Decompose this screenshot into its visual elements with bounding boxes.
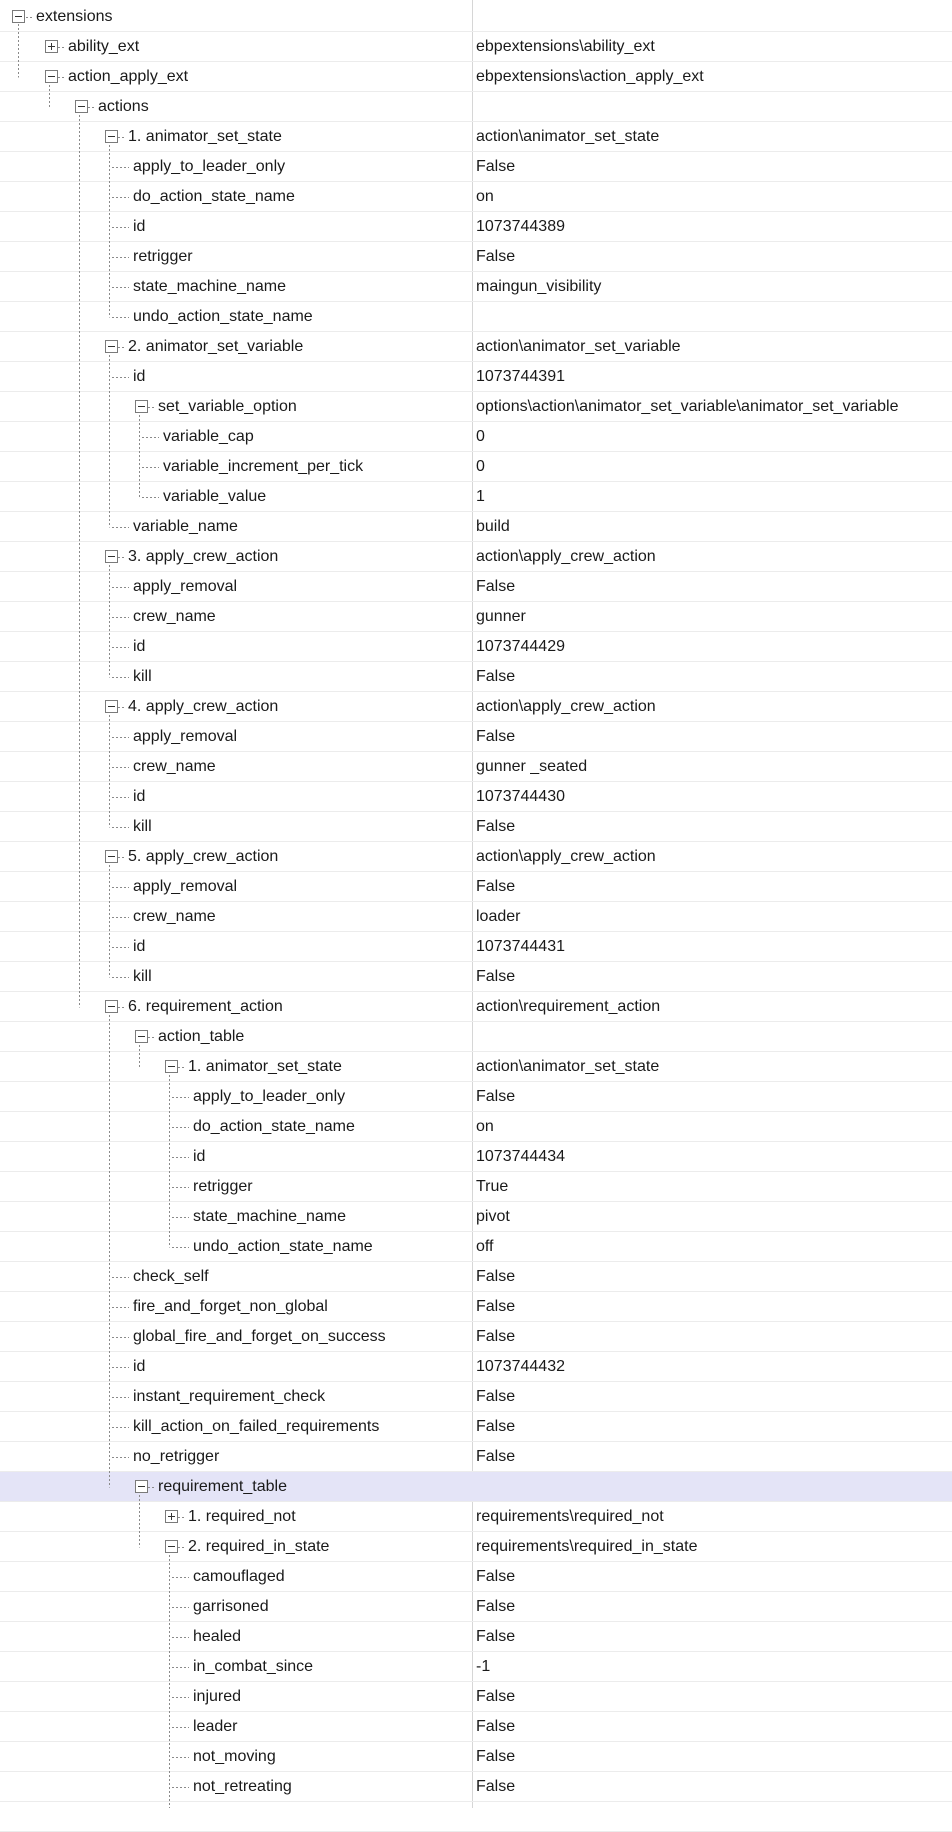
tree-row[interactable]: [0, 1682, 952, 1712]
tree-node-label: 1. animator_set_state: [188, 1058, 342, 1075]
tree-row[interactable]: [0, 332, 952, 362]
tree-node-value: False: [476, 1268, 516, 1285]
tree-node-value: off: [476, 1238, 494, 1255]
expand-icon[interactable]: [165, 1510, 178, 1523]
tree-node-label: id: [133, 788, 146, 805]
tree-node-label: 2. required_in_state: [188, 1538, 330, 1555]
tree-node-label: kill: [133, 668, 152, 685]
tree-node-label: retrigger: [133, 248, 193, 265]
tree-row[interactable]: [0, 1262, 952, 1292]
tree-node-label: in_combat_since: [193, 1658, 314, 1675]
tree-row[interactable]: [0, 1292, 952, 1322]
tree-node-label: apply_to_leader_only: [193, 1088, 346, 1105]
tree-row[interactable]: [0, 1622, 952, 1652]
tree-row[interactable]: [0, 1412, 952, 1442]
tree-node-label: 4. apply_crew_action: [128, 698, 279, 715]
tree-row[interactable]: [0, 1472, 952, 1502]
tree-node-value: False: [476, 1328, 516, 1345]
collapse-icon[interactable]: [165, 1540, 178, 1553]
collapse-icon[interactable]: [105, 850, 118, 863]
tree-node-label: 2. animator_set_variable: [128, 338, 304, 355]
tree-node-value: False: [476, 1778, 516, 1795]
tree-row[interactable]: [0, 1142, 952, 1172]
tree-node-value: False: [476, 1088, 516, 1105]
tree-node-label: no_retrigger: [133, 1448, 220, 1465]
tree-node-label: not_moving: [193, 1748, 276, 1765]
collapse-icon[interactable]: [135, 1030, 148, 1043]
tree-row[interactable]: [0, 902, 952, 932]
tree-node-value: on: [476, 1118, 494, 1135]
tree-node-label: 1. required_not: [188, 1508, 296, 1525]
tree-row[interactable]: [0, 302, 952, 332]
tree-node-label: kill: [133, 968, 152, 985]
tree-row[interactable]: [0, 1052, 952, 1082]
tree-node-label: undo_action_state_name: [133, 308, 313, 325]
tree-node-value: False: [476, 1388, 516, 1405]
tree-node-value: options\action\animator_set_variable\animator_set_variable: [476, 398, 899, 415]
tree-node-label: global_fire_and_forget_on_success: [133, 1328, 386, 1345]
tree-row[interactable]: [0, 992, 952, 1022]
tree-node-value: False: [476, 1628, 516, 1645]
tree-row[interactable]: [0, 452, 952, 482]
tree-node-value: 1073744431: [476, 938, 565, 955]
tree-row[interactable]: [0, 1442, 952, 1472]
tree-node-label: set_variable_option: [158, 398, 297, 415]
collapse-icon[interactable]: [165, 1060, 178, 1073]
tree-row[interactable]: [0, 2, 952, 32]
tree-node-label: 3. apply_crew_action: [128, 548, 279, 565]
collapse-icon[interactable]: [45, 70, 58, 83]
tree-row[interactable]: [0, 602, 952, 632]
tree-node-value: False: [476, 728, 516, 745]
tree-node-label: kill_action_on_failed_requirements: [133, 1418, 380, 1435]
tree-row[interactable]: [0, 122, 952, 152]
tree-row[interactable]: [0, 1022, 952, 1052]
tree-node-label: variable_name: [133, 518, 238, 535]
tree-node-value: 1073744429: [476, 638, 565, 655]
collapse-icon[interactable]: [105, 1000, 118, 1013]
tree-node-label: healed: [193, 1628, 242, 1645]
tree-row[interactable]: [0, 782, 952, 812]
tree-node-label: instant_requirement_check: [133, 1388, 326, 1405]
tree-row[interactable]: [0, 722, 952, 752]
tree-node-value: 1073744389: [476, 218, 565, 235]
tree-row[interactable]: [0, 842, 952, 872]
tree-node-value: ebpextensions\ability_ext: [476, 38, 655, 55]
tree-node-value: False: [476, 1718, 516, 1735]
tree-node-value: pivot: [476, 1208, 510, 1225]
tree-row[interactable]: [0, 632, 952, 662]
tree-node-value: action\requirement_action: [476, 998, 661, 1015]
tree-node-value: False: [476, 248, 516, 265]
tree-row[interactable]: [0, 392, 952, 422]
tree-row[interactable]: [0, 1532, 952, 1562]
tree-row[interactable]: [0, 752, 952, 782]
collapse-icon[interactable]: [105, 130, 118, 143]
tree-node-value: False: [476, 1298, 516, 1315]
tree-row[interactable]: [0, 362, 952, 392]
tree-node-label: leader: [193, 1718, 238, 1735]
tree-node-label: 6. requirement_action: [128, 998, 283, 1015]
tree-node-label: requirement_table: [158, 1478, 287, 1495]
tree-row[interactable]: [0, 32, 952, 62]
collapse-icon[interactable]: [12, 10, 25, 23]
tree-node-label: action_apply_ext: [68, 68, 189, 85]
tree-node-value: 1073744434: [476, 1148, 565, 1165]
tree-node-label: action_table: [158, 1028, 245, 1045]
tree-row[interactable]: [0, 1772, 952, 1802]
tree-node-label: garrisoned: [193, 1598, 269, 1615]
tree-node-value: False: [476, 668, 516, 685]
tree-row[interactable]: [0, 1352, 952, 1382]
tree-node-label: actions: [98, 98, 149, 115]
tree-row[interactable]: [0, 482, 952, 512]
tree-node-label: crew_name: [133, 758, 216, 775]
tree-row[interactable]: [0, 62, 952, 92]
tree-row[interactable]: [0, 1802, 952, 1832]
collapse-icon[interactable]: [105, 550, 118, 563]
tree-node-value: True: [476, 1178, 509, 1195]
tree-row[interactable]: [0, 422, 952, 452]
tree-row[interactable]: [0, 1712, 952, 1742]
tree-row[interactable]: [0, 1082, 952, 1112]
tree-node-value: on: [476, 188, 494, 205]
tree-node-value: 1073744391: [476, 368, 565, 385]
tree-row[interactable]: [0, 272, 952, 302]
tree-node-label: kill: [133, 818, 152, 835]
tree-node-value: loader: [476, 908, 521, 925]
tree-node-label: extensions: [36, 8, 113, 25]
tree-node-label: apply_removal: [133, 578, 238, 595]
tree-node-value: action\animator_set_state: [476, 1058, 660, 1075]
tree-node-label: variable_increment_per_tick: [163, 458, 364, 475]
tree-node-label: check_self: [133, 1268, 209, 1285]
tree-node-value: build: [476, 518, 510, 535]
expand-icon[interactable]: [45, 40, 58, 53]
tree-node-value: gunner: [476, 608, 526, 625]
tree-node-value: 0: [476, 458, 485, 475]
tree-node-label: id: [133, 938, 146, 955]
collapse-icon[interactable]: [105, 340, 118, 353]
tree-node-value: maingun_visibility: [476, 278, 602, 295]
tree-node-label: apply_removal: [133, 728, 238, 745]
tree-node-value: 0: [476, 428, 485, 445]
tree-node-value: False: [476, 158, 516, 175]
tree-row[interactable]: [0, 1202, 952, 1232]
tree-node-label: crew_name: [133, 608, 216, 625]
tree-node-label: do_action_state_name: [193, 1118, 355, 1135]
tree-row[interactable]: [0, 1232, 952, 1262]
tree-row[interactable]: [0, 1382, 952, 1412]
tree-node-label: undo_action_state_name: [193, 1238, 373, 1255]
tree-node-label: 5. apply_crew_action: [128, 848, 279, 865]
tree-node-label: id: [133, 638, 146, 655]
tree-row[interactable]: [0, 152, 952, 182]
tree-node-label: do_action_state_name: [133, 188, 295, 205]
tree-row[interactable]: [0, 1322, 952, 1352]
tree-node-label: injured: [193, 1688, 242, 1705]
tree-row[interactable]: [0, 1502, 952, 1532]
tree-node-label: id: [133, 218, 146, 235]
tree-node-value: False: [476, 1748, 516, 1765]
tree-node-label: 1. animator_set_state: [128, 128, 282, 145]
tree-row[interactable]: [0, 662, 952, 692]
tree-row[interactable]: [0, 212, 952, 242]
tree-row[interactable]: [0, 1562, 952, 1592]
tree-node-value: 1073744432: [476, 1358, 565, 1375]
tree-node-value: False: [476, 818, 516, 835]
tree-node-value: action\animator_set_state: [476, 128, 660, 145]
tree-row[interactable]: [0, 542, 952, 572]
tree-row[interactable]: [0, 1652, 952, 1682]
tree-node-value: ebpextensions\action_apply_ext: [476, 68, 704, 85]
tree-row[interactable]: [0, 182, 952, 212]
tree-node-value: requirements\required_in_state: [476, 1538, 698, 1555]
collapse-icon[interactable]: [75, 100, 88, 113]
tree-row[interactable]: [0, 1742, 952, 1772]
tree-node-value: 1: [476, 488, 485, 505]
tree-node-value: False: [476, 1688, 516, 1705]
tree-row[interactable]: [0, 1172, 952, 1202]
tree-node-label: state_machine_name: [193, 1208, 346, 1225]
tree-node-label: variable_value: [163, 488, 267, 505]
tree-row[interactable]: [0, 1592, 952, 1622]
tree-row[interactable]: [0, 962, 952, 992]
tree-node-value: action\apply_crew_action: [476, 548, 656, 565]
tree-row[interactable]: [0, 572, 952, 602]
tree-node-label: id: [133, 368, 146, 385]
tree-node-label: fire_and_forget_non_global: [133, 1298, 328, 1315]
tree-node-value: requirements\required_not: [476, 1508, 664, 1525]
tree-row[interactable]: [0, 242, 952, 272]
tree-row[interactable]: [0, 872, 952, 902]
tree-node-value: False: [476, 1598, 516, 1615]
tree-node-value: gunner _seated: [476, 758, 588, 775]
tree-node-value: action\animator_set_variable: [476, 338, 681, 355]
collapse-icon[interactable]: [105, 700, 118, 713]
tree-row[interactable]: [0, 692, 952, 722]
tree-node-value: False: [476, 968, 516, 985]
tree-node-label: camouflaged: [193, 1568, 285, 1585]
tree-node-value: 1073744430: [476, 788, 565, 805]
tree-node-label: id: [193, 1148, 206, 1165]
tree-node-label: crew_name: [133, 908, 216, 925]
tree-row[interactable]: [0, 812, 952, 842]
tree-node-value: False: [476, 1448, 516, 1465]
tree-node-value: False: [476, 1418, 516, 1435]
tree-row[interactable]: [0, 1112, 952, 1142]
tree-node-value: -1: [476, 1658, 491, 1675]
tree-node-value: False: [476, 878, 516, 895]
tree-node-value: False: [476, 1568, 516, 1585]
tree-row[interactable]: [0, 932, 952, 962]
collapse-icon[interactable]: [135, 1480, 148, 1493]
tree-row[interactable]: [0, 92, 952, 122]
tree-node-value: action\apply_crew_action: [476, 698, 656, 715]
tree-node-label: variable_cap: [163, 428, 254, 445]
tree-node-label: id: [133, 1358, 146, 1375]
tree-node-label: retrigger: [193, 1178, 253, 1195]
tree-node-label: ability_ext: [68, 38, 140, 55]
tree-node-value: action\apply_crew_action: [476, 848, 656, 865]
tree-node-label: not_retreating: [193, 1778, 292, 1795]
tree-row[interactable]: [0, 512, 952, 542]
tree-node-label: state_machine_name: [133, 278, 286, 295]
tree-node-label: apply_removal: [133, 878, 238, 895]
tree-node-label: apply_to_leader_only: [133, 158, 286, 175]
collapse-icon[interactable]: [135, 400, 148, 413]
tree-node-value: False: [476, 578, 516, 595]
